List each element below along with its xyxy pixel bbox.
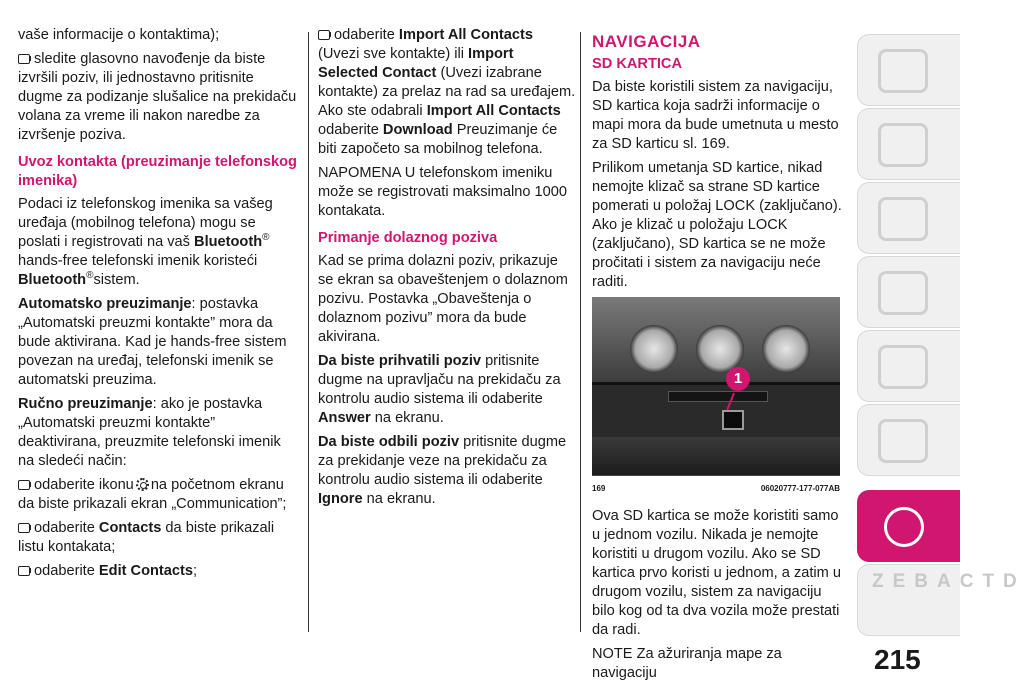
text-paragraph: vaše informacije o kontaktima); xyxy=(18,27,220,43)
climate-knob-right xyxy=(762,325,810,373)
page-number: 215 xyxy=(874,644,921,675)
figure-code: 06020777-177-077AB xyxy=(760,484,840,493)
car-dashboard-icon xyxy=(878,49,928,93)
heading-import-contacts: Uvoz kontakta (preuzimanje telefonskog imenika) xyxy=(18,154,297,189)
steering-wheel-icon xyxy=(878,271,928,315)
text-paragraph: Da biste koristili sistem za navigaciju, SD kartica koja sadrži informacije o mapi mora da bude umetnuta u mesto za SD karticu sl. 169. xyxy=(592,79,839,152)
warning-light-icon xyxy=(878,123,928,167)
tab-maintenance[interactable] xyxy=(857,404,960,476)
bullet-item: odaberite Import All Contacts (Uvezi sve kontakte) ili Import Selected Contact (Uvezi izabrane kontakte) za prelaz na rad sa uređajem. Ako ste odabrali Import All Contacts odaberite Download Preuzimanje će biti započeto sa mobilnog telefona. xyxy=(318,27,576,157)
bullet-item: odaberite ikonu na početnom ekranu da biste prikazali ekran „Communication”; xyxy=(18,477,287,512)
bullet-item: sledite glasovno navođenje da biste izvršili poziv, ili jednostavno pritisnite dugme za podizanje slušalice na prekidaču volana za vreme ili nakon naredbe za izvršenje poziva. xyxy=(18,51,297,143)
bullet-icon xyxy=(18,54,30,64)
tab-index[interactable] xyxy=(857,564,1026,636)
column-right xyxy=(592,26,844,688)
text-paragraph: Da biste odbili poziv pritisnite dugme za prekidanje veze na prekidaču za kontrolu audio sistema ili odaberite Ignore na ekranu. xyxy=(318,434,567,507)
console-shelf xyxy=(592,437,840,475)
bullet-icon xyxy=(18,523,30,533)
airbag-icon xyxy=(878,197,928,241)
index-letters: ZEBACTD xyxy=(872,571,1026,592)
tab-driving[interactable] xyxy=(857,256,960,328)
text-paragraph: Kad se prima dolazni poziv, prikazuje se ekran sa obaveštenjem o dolaznom pozivu. Postavka „Obaveštenja o dolaznom pozivu” mora da bude akivirana. xyxy=(318,253,568,345)
bullet-icon xyxy=(318,30,330,40)
heading-incoming-call: Primanje dolaznog poziva xyxy=(318,230,498,246)
bullet-item: odaberite Contacts da biste prikazali listu kontakata; xyxy=(18,520,275,555)
bullet-icon xyxy=(18,566,30,576)
text-paragraph: Podaci iz telefonskog imenika sa vašeg uređaja (mobilnog telefona) mogu se poslati i registrovati na vaš Bluetooth® hands-free telefonski imenik koristeći Bluetooth®sistem. xyxy=(18,196,273,288)
sd-card-slot xyxy=(722,410,744,430)
column-divider-right xyxy=(580,32,581,632)
figure-caption xyxy=(592,475,840,498)
heading-sd-card: SD KARTICA xyxy=(592,56,682,72)
text-paragraph: NOTE Za ažuriranja mape za navigaciju xyxy=(592,646,782,681)
sd-card-slot-figure xyxy=(592,297,840,475)
text-paragraph: Automatsko preuzimanje: postavka „Automatski preuzmi kontakte” mora da bude aktivirana. Kad je hands-free sistem povezan na uređaj, telefonski imenik se automatski preuzima. xyxy=(18,296,287,388)
text-paragraph: Prilikom umetanja SD kartice, nikad nemojte klizač sa strane SD kartice pomerati u položaj LOCK (zaključano). Ako je klizač u položaju LOCK (zaključano), SD kartica se ne može pročitati i sistem za navigaciju neće raditi. xyxy=(592,160,842,290)
text-paragraph: Ova SD kartica se može koristiti samo u jednom vozilu. Nikada je nemojte koristiti u drugom vozilu. Ako se SD kartica prvo koristi u jednom, a zatim u drugom vozilu, sistem za navigaciju bilo kog od ta dva vozila može prestati da radi. xyxy=(592,508,841,638)
column-left xyxy=(18,26,300,586)
tab-multimedia[interactable] xyxy=(857,490,960,562)
climate-knob-left xyxy=(630,325,678,373)
tab-warning-lights[interactable] xyxy=(857,108,960,180)
climate-knob-center xyxy=(696,325,744,373)
wrench-icon xyxy=(878,419,928,463)
callout-badge: 1 xyxy=(726,367,750,391)
bullet-icon xyxy=(18,480,30,490)
text-paragraph: Ručno preuzimanje: ako je postavka „Automatski preuzmi kontakte” deaktivirana, preuzmite telefonski imenik na sledeći način: xyxy=(18,396,281,469)
tab-emergency[interactable] xyxy=(857,330,960,402)
button-row xyxy=(668,391,768,402)
warning-triangle-icon xyxy=(878,345,928,389)
column-divider-left xyxy=(308,32,309,632)
bullet-item: odaberite Edit Contacts; xyxy=(18,562,300,581)
column-middle xyxy=(318,26,576,514)
section-title: NAVIGACIJA xyxy=(592,32,701,51)
tab-dashboard[interactable] xyxy=(857,34,960,106)
multimedia-icon xyxy=(884,507,924,547)
note-paragraph: NAPOMENA U telefonskom imeniku može se registrovati maksimalno 1000 kontakata. xyxy=(318,165,568,219)
figure-number: 169 xyxy=(592,484,606,493)
text-paragraph: Da biste prihvatili poziv pritisnite dugme na upravljaču na prekidaču za kontrolu audio sistema ili odaberite Answer na ekranu. xyxy=(318,353,561,426)
gear-icon xyxy=(136,478,149,491)
tab-safety[interactable] xyxy=(857,182,960,254)
